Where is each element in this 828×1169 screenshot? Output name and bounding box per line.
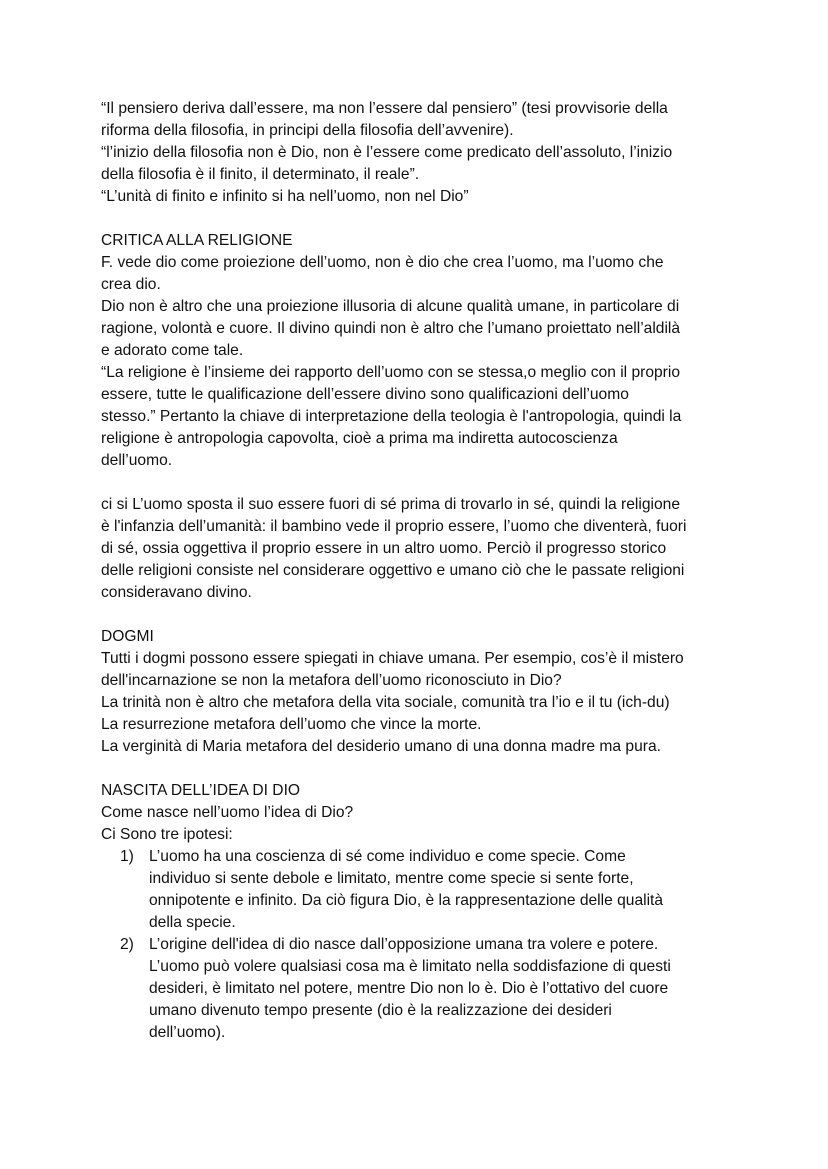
spacer xyxy=(101,208,726,230)
paragraph-line: ragione, volontà e cuore. Il divino quindi non è altro che l’umano proiettato nell’aldilà xyxy=(101,320,681,337)
spacer xyxy=(101,472,726,494)
paragraph-line: crea dio. xyxy=(101,276,161,293)
paragraph-line: ci si L’uomo sposta il suo essere fuori di sé prima di trovarlo in sé, quindi la religione xyxy=(101,496,680,513)
list-item-line: onnipotente e infinito. Da ciò figura Dio, è la rappresentazione delle qualità xyxy=(149,892,664,909)
intro-line: “l’inizio della filosofia non è Dio, non è l’essere come predicato dell’assoluto, l’inizio xyxy=(101,144,673,161)
list-item xyxy=(101,934,726,1044)
list-item-line: L’uomo ha una coscienza di sé come individuo e come specie. Come xyxy=(149,848,626,865)
list-item-line: individuo si sente debole e limitato, mentre come specie si sente forte, xyxy=(149,870,634,887)
intro-line: “L’unità di finito e infinito si ha nell’uomo, non nel Dio” xyxy=(101,188,469,205)
section-heading-critica: CRITICA ALLA RELIGIONE xyxy=(101,232,293,249)
list-item-number: 1) xyxy=(120,848,134,865)
list-item xyxy=(101,846,726,934)
list-item-line: umano divenuto tempo presente (dio è la realizzazione dei desideri xyxy=(149,1002,612,1019)
list-item-line: L’origine dell'idea di dio nasce dall’opposizione umana tra volere e potere. xyxy=(149,936,659,953)
paragraph-line: “La religione è l’insieme dei rapporto dell’uomo con se stessa,o meglio con il proprio xyxy=(101,364,681,381)
list-item-line: desideri, è limitato nel potere, mentre Dio non lo è. Dio è l’ottativo del cuore xyxy=(149,980,669,997)
paragraph-line: F. vede dio come proiezione dell’uomo, non è dio che crea l’uomo, ma l’uomo che xyxy=(101,254,664,271)
spacer xyxy=(101,604,726,626)
document-page xyxy=(101,98,726,1044)
paragraph-line: La verginità di Maria metafora del desiderio umano di una donna madre ma pura. xyxy=(101,738,661,755)
paragraph-line: stesso.” Pertanto la chiave di interpretazione della teologia è l'antropologia, quindi la xyxy=(101,408,682,425)
paragraph-line: La trinità non è altro che metafora della vita sociale, comunità tra l’io e il tu (ich-du) xyxy=(101,694,670,711)
paragraph-line: La resurrezione metafora dell’uomo che vince la morte. xyxy=(101,716,482,733)
paragraph-line: delle religioni consiste nel considerare oggettivo e umano ciò che le passate religioni xyxy=(101,562,685,579)
paragraph-line: dell’uomo. xyxy=(101,452,173,469)
section-heading-dogmi: DOGMI xyxy=(101,628,154,645)
list-item-line: L’uomo può volere qualsiasi cosa ma è limitato nella soddisfazione di questi xyxy=(149,958,671,975)
intro-line: “Il pensiero deriva dall’essere, ma non l’essere dal pensiero” (tesi provvisorie della xyxy=(101,100,668,117)
paragraph-line: consideravano divino. xyxy=(101,584,252,601)
paragraph-line: Tutti i dogmi possono essere spiegati in chiave umana. Per esempio, cos’è il mistero xyxy=(101,650,684,667)
spacer xyxy=(101,758,726,780)
intro-section xyxy=(101,98,726,208)
paragraph-line: Dio non è altro che una proiezione illusoria di alcune qualità umane, in particolare di xyxy=(101,298,680,315)
paragraph-line: e adorato come tale. xyxy=(101,342,244,359)
critica-section xyxy=(101,230,726,472)
dogmi-section xyxy=(101,626,726,758)
paragraph-line: essere, tutte le qualificazione dell’essere divino sono qualificazioni dell’uomo xyxy=(101,386,629,403)
paragraph-line: religione è antropologia capovolta, cioè a prima ma indiretta autocoscienza xyxy=(101,430,618,447)
intro-line: riforma della filosofia, in principi della filosofia dell’avvenire). xyxy=(101,122,514,139)
hypotheses-list xyxy=(101,846,726,1044)
infanzia-section xyxy=(101,494,726,604)
section-heading-nascita: NASCITA DELL’IDEA DI DIO xyxy=(101,782,301,799)
list-item-line: dell’uomo). xyxy=(149,1024,226,1041)
nascita-section xyxy=(101,780,726,1044)
paragraph-line: Come nasce nell’uomo l’idea di Dio? xyxy=(101,804,354,821)
intro-line: della filosofia è il finito, il determinato, il reale”. xyxy=(101,166,420,183)
paragraph-line: dell'incarnazione se non la metafora dell’uomo riconosciuto in Dio? xyxy=(101,672,562,689)
paragraph-line: è l'infanzia dell’umanità: il bambino vede il proprio essere, l’uomo che diventerà, fuori xyxy=(101,518,687,535)
paragraph-line: di sé, ossia oggettiva il proprio essere in un altro uomo. Perciò il progresso storico xyxy=(101,540,667,557)
list-item-number: 2) xyxy=(120,936,134,953)
paragraph-line: Ci Sono tre ipotesi: xyxy=(101,826,233,843)
list-item-line: della specie. xyxy=(149,914,236,931)
